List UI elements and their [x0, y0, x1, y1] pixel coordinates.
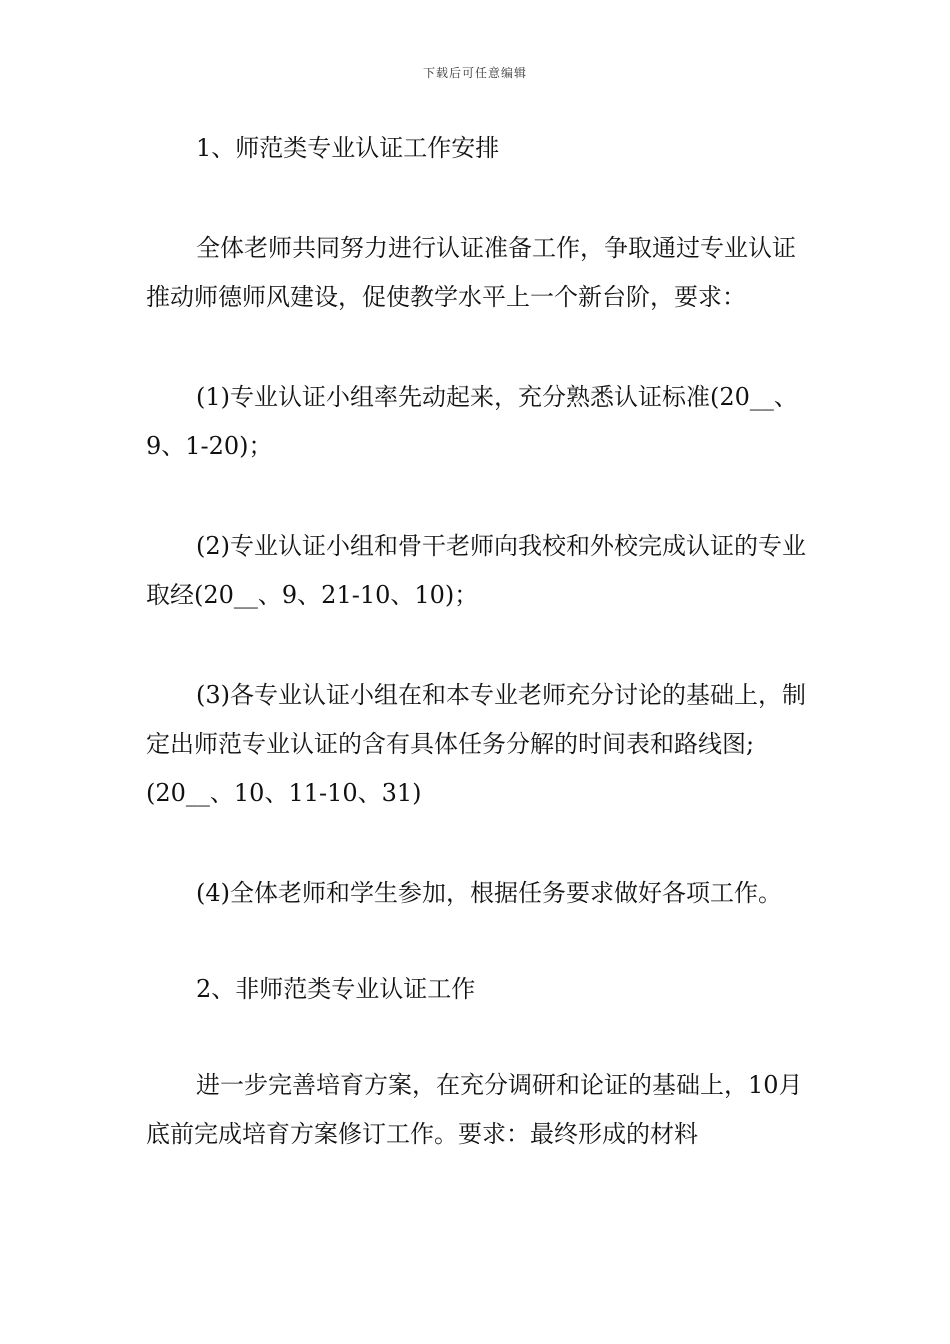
list-item-4: (4)全体老师和学生参加，根据任务要求做好各项工作。: [196, 879, 782, 907]
document-body: [146, 124, 812, 1159]
section2-title: 2、非师范类专业认证工作: [196, 975, 476, 1003]
header-note: 下载后可任意编辑: [422, 66, 527, 80]
section1-title: 1、师范类专业认证工作安排: [196, 134, 500, 162]
list-item-1: (1)专业认证小组率先动起来，充分熟悉认证标准(20__、9、1-20)；: [146, 383, 798, 460]
section2-body: 进一步完善培育方案，在充分调研和论证的基础上，10月底前完成培育方案修订工作。要求：最终形成的材料: [146, 1071, 803, 1148]
list-item-2: (2)专业认证小组和骨干老师向我校和外校完成认证的专业取经(20__、9、21-10、10)；: [146, 532, 806, 609]
list-item-3: (3)各专业认证小组在和本专业老师充分讨论的基础上，制定出师范专业认证的含有具体任务分解的时间表和路线图;(20__、10、11-10、31): [146, 681, 806, 807]
intro-paragraph: 全体老师共同努力进行认证准备工作，争取通过专业认证推动师德师风建设，促使教学水平上一个新台阶，要求：: [146, 234, 796, 311]
